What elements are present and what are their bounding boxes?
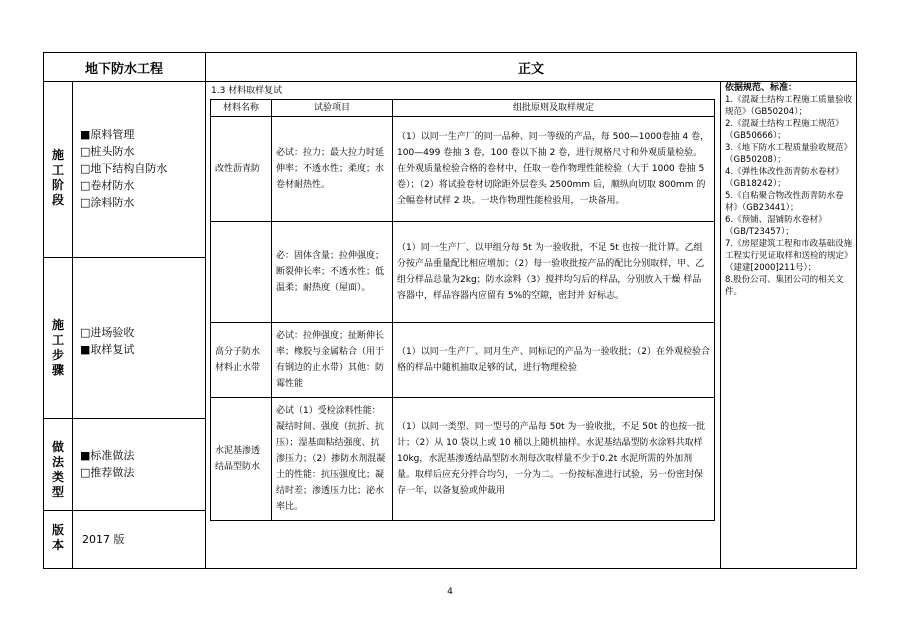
- version-value: 2017 版: [82, 533, 125, 546]
- table-row: [211, 323, 715, 398]
- right-column-divider: [720, 81, 721, 569]
- header-cell: 试验项目: [272, 100, 393, 117]
- sampling-table: [210, 99, 715, 521]
- standard-item: 4.《弹性体改性沥青防水卷材》（GB18242）；: [725, 167, 844, 189]
- table-row: [211, 222, 715, 323]
- test-items: 必：固体含量；拉伸强度；断裂伸长率；不透水性；低温柔；耐热度（屋面）。: [272, 222, 393, 323]
- sampling-rules: （1）以同一生产厂的同一品种、同一等级的产品，每 500—1000卷抽 4 卷，100—499 卷抽 3 卷，100 卷以下抽 2 卷，进行规格尺寸和外观质量检验。在外观质量检验合格的卷材中，任取一卷作物理性能检验（大于 1000 卷抽 5 卷）；（2）将试验卷材切除距外层卷头 2500mm 后，顺纵向切取 800mm 的全幅卷材试样 2 块。一块作物理性能检验用，一块备用。: [393, 117, 715, 222]
- side-row-divider-2: [43, 418, 205, 419]
- table-row: [211, 398, 715, 521]
- steps-option[interactable]: ■取样复试: [80, 343, 135, 356]
- standards-list: [725, 82, 853, 298]
- main-header-title: 正文: [517, 62, 544, 77]
- sampling-rules: （1）同一生产厂、以甲组分每 5t 为一验收批，不足 5t 也按一批计算。乙组分按产品重量配比相应增加；（2）每一验收批按产品的配比分别取样，甲、乙组分样品总量为2kg；防水涂料（3）搅拌均匀后的样品，分别放入干燥 样品容器中，样品容器内应留有 5%的空隙，密封并 好标志。: [393, 222, 715, 323]
- standards-heading: 依据规范、标准：: [725, 83, 798, 93]
- side-divider: [72, 81, 73, 569]
- side-row-divider-3: [43, 510, 205, 511]
- sampling-rules: （1）以同一生产厂、同月生产、同标记的产品为一验收批；（2）在外观检验合格的样品中随机抽取足够的试，进行物理检验: [393, 323, 715, 398]
- side-row-divider-1: [43, 257, 205, 258]
- left-column-divider: [205, 52, 206, 569]
- method-options: [80, 447, 134, 481]
- standard-item: 6.《预铺、湿铺防水卷材》（GB/T23457）；: [725, 215, 827, 237]
- standard-item: 7.《房屋建筑工程和市政基础设施工程实行见证取样和送检的规定》（建建[2000]211号）；: [725, 239, 853, 273]
- stage-option[interactable]: □卷材防水: [80, 179, 135, 192]
- table-header-row: [211, 100, 715, 117]
- material-name: 改性沥青防: [211, 117, 272, 222]
- method-option[interactable]: ■标准做法: [80, 449, 135, 462]
- page-number: 4: [447, 587, 453, 597]
- steps-label: 施工步骤: [51, 318, 64, 377]
- test-items: 必试：拉力；最大拉力时延伸率；不透水性；柔度；水卷材耐热性。: [272, 117, 393, 222]
- stage-option[interactable]: ■原料管理: [80, 128, 135, 141]
- material-name: 水泥基渗透结晶型防水: [211, 398, 272, 521]
- stage-options: [80, 126, 167, 211]
- material-name: 高分子防水材料止水带: [211, 323, 272, 398]
- section-title: 1.3 材料取样复试: [211, 86, 283, 96]
- left-header-title: 地下防水工程: [84, 62, 163, 77]
- steps-options: [80, 324, 134, 358]
- header-cell: 材料名称: [211, 100, 272, 117]
- standard-item: 2.《混凝土结构工程施工规范》（GB50666）；: [725, 119, 844, 141]
- stage-label: 施工阶段: [51, 148, 64, 207]
- method-option[interactable]: □推荐做法: [80, 466, 135, 479]
- stage-option[interactable]: □地下结构自防水: [80, 162, 168, 175]
- standard-item: 1.《混凝土结构工程施工质量验收规范》（GB50204）；: [725, 95, 853, 117]
- method-label: 做法类型: [51, 440, 64, 499]
- test-items: 必试（1）受检涂料性能：凝结时间、强度（抗折、抗压）；湿基面粘结强度、抗渗压力；（2）掺防水剂混凝土的性能：抗压强度比；凝结时差；渗透压力比；泌水率比。: [272, 398, 393, 521]
- standard-item: 8.股份公司、集团公司的相关文件。: [725, 275, 844, 297]
- table-row: [211, 117, 715, 222]
- material-name: [211, 222, 272, 323]
- standard-item: 5.《自粘聚合物改性沥青防水卷材》（GB23441）；: [725, 191, 844, 213]
- stage-option[interactable]: □涂料防水: [80, 196, 135, 209]
- sampling-rules: （1）以同一类型、同一型号的产品每 50t 为一验收批，不足 50t 的也按一批计；（2）从 10 袋以上或 10 桶以上随机抽样。水泥基结晶型防水涂料共取样10kg，水泥基渗透结晶型防水剂每次取样量不少于0.2t 水泥所需的外加剂量。取样后应充分拌合均匀，一分为二。一份按标准进行试验，另一份密封保存一年，以备复验或仲裁用: [393, 398, 715, 521]
- steps-option[interactable]: □进场验收: [80, 326, 135, 339]
- version-label: 版本: [51, 523, 64, 552]
- stage-option[interactable]: □桩头防水: [80, 145, 135, 158]
- standard-item: 3.《地下防水工程质量验收规范》（GB50208）；: [725, 143, 853, 165]
- header-cell: 组批原则及取样规定: [393, 100, 715, 117]
- test-items: 必试：拉伸强度；扯断伸长率；橡胶与金属粘合（用于有钢边的止水带）其他：防霉性能: [272, 323, 393, 398]
